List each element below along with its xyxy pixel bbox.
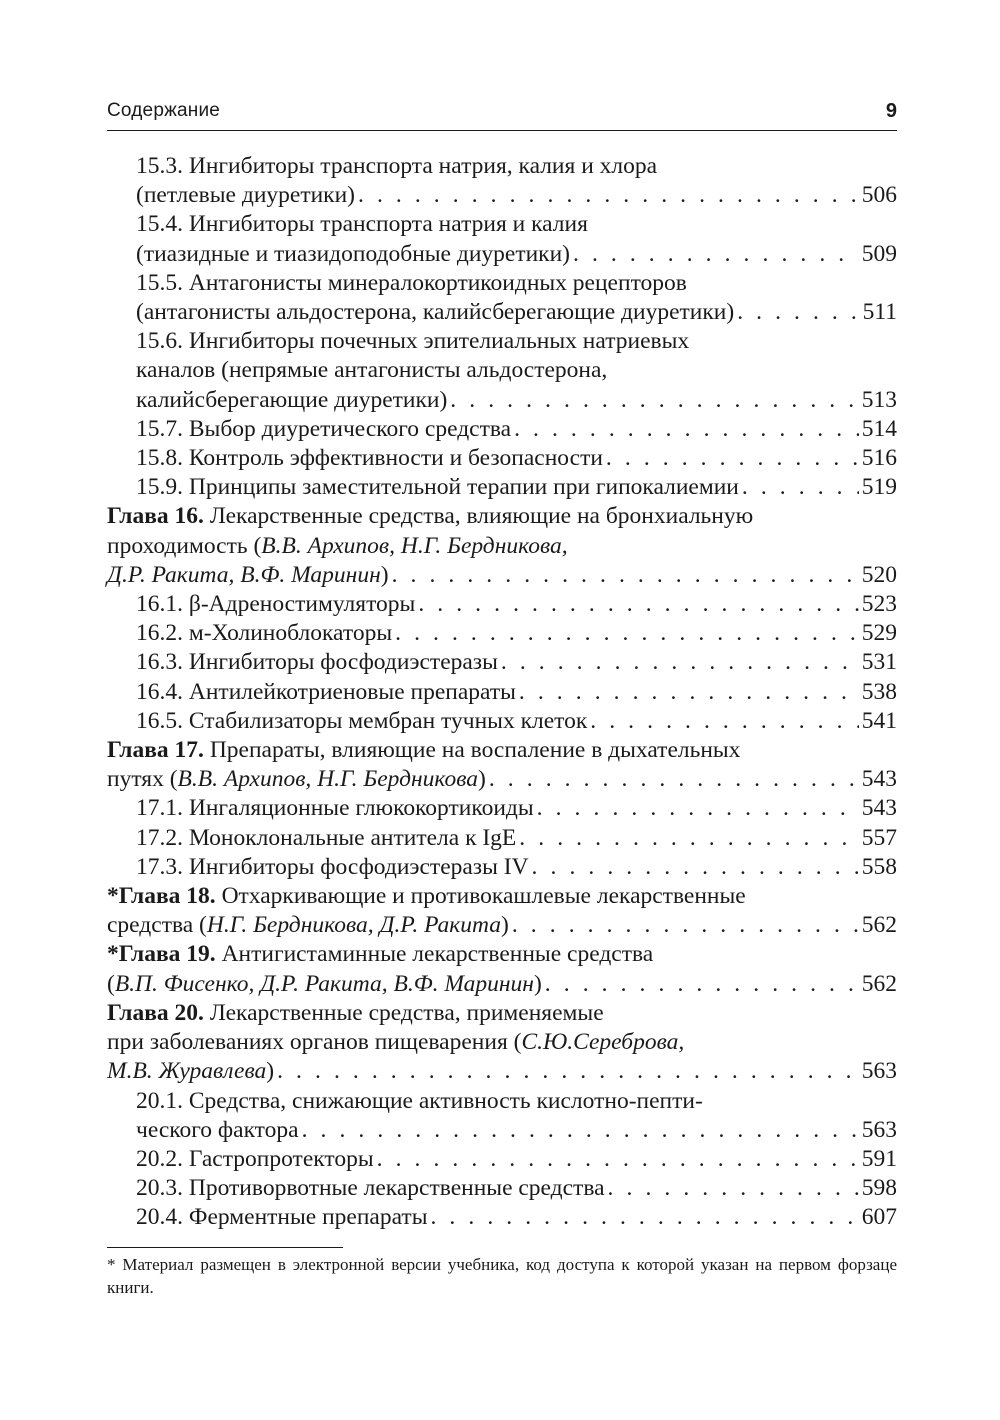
dot-leader: [537, 794, 859, 823]
toc-entry-16-1: [107, 590, 897, 619]
chapter-label: *Глава 19.: [107, 941, 216, 968]
toc-entry-title-cont: (петлевые диуретики): [136, 182, 355, 209]
toc-entry-15-3: [107, 152, 897, 210]
toc-chapter-18: [107, 882, 897, 940]
toc-entry-title-cont: (тиазидные и тиазидоподобные диуретики): [136, 240, 570, 267]
chapter-authors: Н.Г. Бердникова, Д.Р. Ракита: [206, 912, 502, 939]
chapter-label: *Глава 18.: [107, 883, 216, 910]
toc-page-number: 514: [861, 415, 897, 442]
toc-chapter-19: [107, 940, 897, 998]
toc-page-number: 509: [861, 240, 897, 267]
dot-leader: [573, 240, 859, 269]
toc-entry-16-3: [107, 648, 897, 677]
toc-chapter-20: [107, 999, 897, 1087]
toc-page-number: 562: [861, 970, 897, 997]
chapter-authors-cont: Д.Р. Ракита, В.Ф. Маринин: [107, 561, 381, 588]
chapter-title-cont: путях (: [107, 766, 178, 793]
footnote: * Материал размещен в электронной версии учебника, код доступа к которой указан на первом форзаце книги.: [107, 1255, 897, 1297]
dot-leader: [377, 1145, 859, 1174]
toc-page-number: 506: [861, 182, 897, 209]
toc-page-number: 519: [861, 474, 897, 501]
dot-leader: [450, 386, 858, 415]
toc-entry-title: 15.7. Выбор диуретического средства: [136, 415, 512, 442]
footnote-divider: [107, 1247, 343, 1248]
toc-entry-16-5: [107, 707, 897, 736]
toc-entry-16-4: [107, 678, 897, 707]
toc-page-number: 516: [861, 445, 897, 472]
opening-paren: (: [107, 970, 115, 997]
toc-page-number: 520: [861, 561, 897, 588]
dot-leader: [742, 473, 859, 502]
page-number: 9: [885, 100, 897, 122]
toc-page-number: 563: [861, 1058, 897, 1085]
chapter-label: Глава 20.: [107, 999, 204, 1026]
toc-entry-title: 20.2. Гастропротекторы: [136, 1145, 374, 1172]
chapter-title: Лекарственные средства, влияющие на бронхиальную: [203, 503, 754, 530]
chapter-label: Глава 16.: [107, 503, 204, 530]
toc-entry-title: 16.1. β-Адреностимуляторы: [136, 591, 416, 618]
chapter-title-cont: средства (: [107, 912, 207, 939]
toc-page-number: 511: [862, 299, 897, 326]
chapter-title-cont: при заболеваниях органов пищеварения (: [107, 1029, 522, 1056]
toc-page-number: 591: [861, 1145, 897, 1172]
toc-entry-15-6: [107, 327, 897, 415]
toc-page-number: 538: [861, 678, 897, 705]
toc-entry-title-cont: (антагонисты альдостерона, калийсберегающие диуретики): [136, 299, 735, 326]
dot-leader: [590, 707, 858, 736]
toc-entry-title: 16.3. Ингибиторы фосфодиэстеразы: [136, 649, 498, 676]
dot-leader: [430, 1203, 858, 1232]
toc-page-number: 543: [861, 795, 897, 822]
toc-entry-15-5: [107, 269, 897, 327]
chapter-authors: В.В. Архипов, Н.Г. Бердникова,: [261, 532, 568, 559]
toc-page-number: 541: [861, 707, 897, 734]
running-title: Содержание: [107, 100, 221, 121]
toc-entry-title: 17.1. Ингаляционные глюкокортикоиды: [136, 795, 534, 822]
chapter-authors-cont: М.В. Журавлева: [107, 1058, 267, 1085]
toc-entry-title: 15.8. Контроль эффективности и безопасности: [136, 445, 603, 472]
toc-entry-title: 16.4. Антилейкотриеновые препараты: [136, 678, 516, 705]
toc-entry-title: 16.2. м-Холиноблокаторы: [136, 620, 393, 647]
dot-leader: [501, 648, 859, 677]
toc-page-number: 529: [861, 620, 897, 647]
toc-entry-15-8: [107, 444, 897, 473]
chapter-authors: В.В. Архипов, Н.Г. Бердникова: [177, 766, 479, 793]
toc-page-number: 513: [861, 386, 897, 413]
chapter-authors: С.Ю.Сереброва,: [521, 1029, 685, 1056]
dot-leader: [302, 1116, 859, 1145]
dot-leader: [512, 911, 859, 940]
toc-entry-title: 20.4. Ферментные препараты: [136, 1204, 428, 1231]
toc-page-number: 563: [861, 1116, 897, 1143]
closing-paren: ): [478, 766, 486, 793]
chapter-label: Глава 17.: [107, 737, 204, 764]
dot-leader: [737, 298, 859, 327]
toc-entry-title: 16.5. Стабилизаторы мембран тучных клеток: [136, 707, 588, 734]
closing-paren: ): [501, 912, 509, 939]
dot-leader: [532, 853, 859, 882]
toc-entry-title: 20.3. Противорвотные лекарственные средства: [136, 1175, 605, 1202]
toc-entry-20-2: [107, 1145, 897, 1174]
toc-chapter-16: [107, 502, 897, 590]
chapter-title-cont: проходимость (: [107, 532, 262, 559]
dot-leader: [277, 1057, 859, 1086]
toc-page-number: 558: [861, 853, 897, 880]
toc-page-number: 523: [861, 591, 897, 618]
closing-paren: ): [380, 561, 389, 588]
toc-entry-title: 15.9. Принципы заместительной терапии при гипокалиемии: [136, 474, 739, 501]
toc-entry-title: 17.2. Моноклональные антитела к IgE: [136, 824, 517, 851]
toc-entry-title-cont: ческого фактора: [136, 1116, 299, 1143]
toc-entry-title: 15.6. Ингибиторы почечных эпителиальных натриевых: [136, 328, 690, 355]
toc-entry-title-cont: калийсберегающие диуретики): [136, 386, 448, 413]
toc-page-number: 531: [861, 649, 897, 676]
toc-entry-15-7: [107, 415, 897, 444]
toc-entry-title: 15.4. Ингибиторы транспорта натрия и калия: [136, 211, 588, 238]
dot-leader: [519, 678, 859, 707]
chapter-title: Антигистаминные лекарственные средства: [215, 941, 654, 968]
dot-leader: [545, 970, 859, 999]
dot-leader: [392, 561, 859, 590]
toc-entry-title: 15.5. Антагонисты минералокортикоидных рецепторов: [136, 269, 687, 296]
dot-leader: [514, 415, 859, 444]
toc-entry-title: 15.3. Ингибиторы транспорта натрия, калия и хлора: [136, 153, 658, 179]
toc-entry-17-3: [107, 853, 897, 882]
toc-page-number: 557: [861, 824, 897, 851]
toc-page-number: 562: [861, 912, 897, 939]
toc-page-number: 598: [861, 1175, 897, 1202]
toc-entry-title-cont: каналов (непрямые антагонисты альдостерона,: [136, 357, 608, 384]
toc-entry-15-4: [107, 210, 897, 268]
toc-entry-17-1: [107, 794, 897, 823]
toc-entry-20-3: [107, 1174, 897, 1203]
toc-entry-15-9: [107, 473, 897, 502]
dot-leader: [395, 619, 859, 648]
dot-leader: [606, 444, 859, 473]
toc-entry-20-1: [107, 1087, 897, 1145]
page-header: [107, 100, 897, 131]
chapter-title: Препараты, влияющие на воспаление в дыхательных: [203, 737, 741, 764]
chapter-title: Лекарственные средства, применяемые: [203, 999, 604, 1026]
dot-leader: [519, 824, 858, 853]
toc-page-number: 607: [861, 1204, 897, 1231]
dot-leader: [358, 181, 859, 210]
dot-leader: [608, 1174, 859, 1203]
table-of-contents: [107, 152, 897, 1233]
toc-entry-16-2: [107, 619, 897, 648]
toc-chapter-17: [107, 736, 897, 794]
chapter-title: Отхаркивающие и противокашлевые лекарственные: [215, 883, 746, 910]
toc-page-number: 543: [861, 766, 897, 793]
closing-paren: ): [533, 970, 542, 997]
dot-leader: [418, 590, 858, 619]
closing-paren: ): [266, 1058, 275, 1085]
toc-entry-title: 20.1. Средства, снижающие активность кислотно-пепти-: [136, 1087, 703, 1114]
dot-leader: [489, 765, 859, 794]
chapter-authors: В.П. Фисенко, Д.Р. Ракита, В.Ф. Маринин: [114, 970, 534, 997]
toc-entry-20-4: [107, 1203, 897, 1232]
toc-entry-17-2: [107, 824, 897, 853]
toc-entry-title: 17.3. Ингибиторы фосфодиэстеразы IV: [136, 853, 529, 880]
